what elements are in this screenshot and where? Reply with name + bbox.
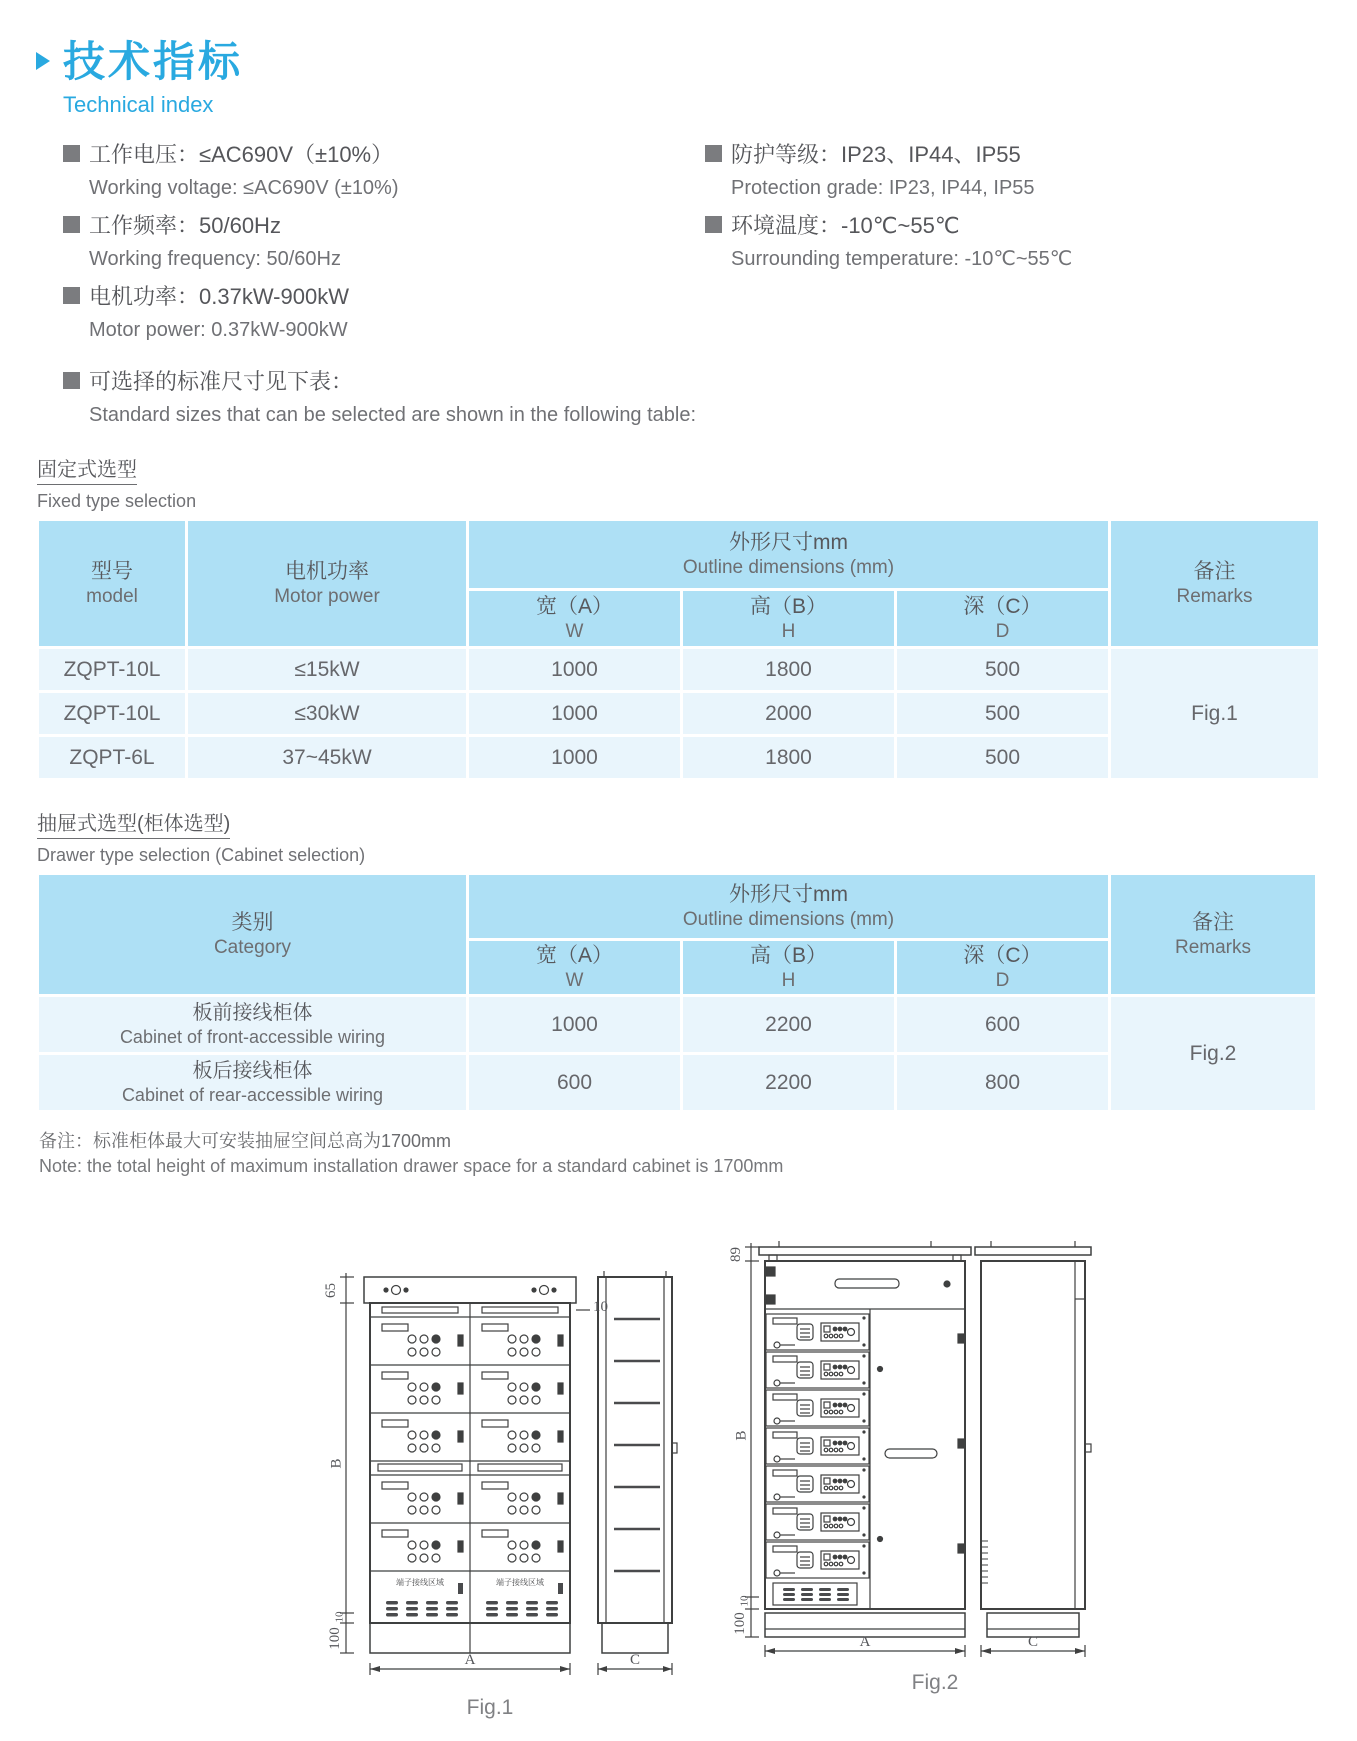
spec-cn: 电机功率：0.37kW-900kW (89, 284, 349, 309)
t2-r2-h: 2200 (683, 1055, 894, 1110)
t1-col-power (188, 521, 466, 646)
fig2-dim-C: C (1027, 1634, 1038, 1650)
t1-r3-w: 1000 (469, 737, 680, 778)
section-fixed-type (37, 453, 1310, 512)
t1-r3-power: 37~45kW (188, 737, 466, 778)
spec-protection-grade (705, 142, 1310, 200)
fig1-dim-C: C (629, 1652, 640, 1668)
t1-r3-h: 1800 (683, 737, 894, 778)
spec-cn: 环境温度：-10℃~55℃ (731, 213, 960, 238)
fig1-dim-10-top: 10 (593, 1299, 608, 1315)
t2-r2-d: 800 (897, 1055, 1108, 1110)
t1-r1-model: ZQPT-10L (39, 649, 185, 690)
section-title-cn: 抽屉式选型(柜体选型) (37, 807, 230, 839)
t1-r2-w: 1000 (469, 693, 680, 734)
spec-en: Surrounding temperature: -10℃~55℃ (731, 248, 1073, 270)
bullet-square-icon (705, 216, 722, 233)
fig1-vents (386, 1583, 563, 1617)
t1-w-en: W (565, 621, 584, 642)
t1-r3-d: 500 (897, 737, 1108, 778)
fig1-dim-10-bottom: 10 (333, 1611, 346, 1623)
fig1-caption: Fig.1 (466, 1696, 514, 1719)
fig1-side-view (598, 1271, 677, 1653)
spec-working-voltage (63, 142, 705, 200)
t2-remarks-value: Fig.2 (1111, 997, 1315, 1110)
t1-dims-cn: 外形尺寸mm (729, 531, 848, 554)
t1-r2-h: 2000 (683, 693, 894, 734)
t2-d-cn: 深（C） (963, 944, 1042, 967)
fig2-dim-89: 89 (728, 1247, 744, 1262)
t1-d-en: D (995, 621, 1010, 642)
fig1-dim-A: A (464, 1652, 476, 1668)
t2-cat-en: Category (213, 937, 292, 958)
fig1-dim-65: 65 (323, 1283, 339, 1298)
spec-en: Protection grade: IP23, IP44, IP55 (731, 177, 1035, 199)
table-row (39, 997, 1315, 1052)
spec-cn: 工作频率：50/60Hz (89, 213, 281, 238)
fig2-dim-A: A (859, 1634, 871, 1650)
t1-r1-w: 1000 (469, 649, 680, 690)
figure-2 (728, 1239, 1105, 1709)
t2-r1-category (39, 997, 466, 1052)
spec-surrounding-temperature (705, 213, 1310, 271)
t2-remarks-cn: 备注 (1192, 911, 1234, 934)
drawer-type-table (36, 872, 1318, 1113)
spec-en: Working voltage: ≤AC690V (±10%) (89, 177, 399, 199)
spec-cn: 可选择的标准尺寸见下表： (89, 369, 354, 394)
spec-list (63, 142, 1310, 355)
fig1-drawing (330, 1271, 700, 1741)
section-title-en: Drawer type selection (Cabinet selection) (37, 845, 366, 865)
t1-h-en: H (781, 621, 796, 642)
t1-model-cn: 型号 (91, 560, 133, 583)
fig1-terminal-area-label: 端子接线区域 (396, 1578, 444, 1587)
page-subtitle: Technical index (63, 92, 214, 117)
t2-w-en: W (565, 970, 584, 991)
t1-r3-model: ZQPT-6L (39, 737, 185, 778)
spec-en: Working frequency: 50/60Hz (89, 248, 341, 270)
t1-col-width (469, 591, 680, 646)
t2-r2-w: 600 (469, 1055, 680, 1110)
t2-col-remarks (1111, 875, 1315, 994)
t1-remarks-en: Remarks (1176, 586, 1253, 607)
section-drawer-type (37, 807, 1310, 866)
section-arrow-icon (36, 52, 50, 70)
table-note (39, 1129, 1310, 1179)
t2-h-en: H (781, 970, 796, 991)
t1-model-en: model (86, 586, 138, 607)
page-title-block (63, 38, 243, 118)
page-title: 技术指标 (63, 38, 244, 85)
fig2-front-view (759, 1241, 971, 1637)
t1-w-cn: 宽（A） (535, 595, 613, 618)
bullet-square-icon (63, 145, 80, 162)
figure-1 (323, 1271, 700, 1741)
section-title-en: Fixed type selection (37, 491, 197, 511)
spec-standard-sizes-intro (63, 369, 1310, 427)
t2-r2-cat-cn: 板后接线柜体 (192, 1060, 313, 1082)
t1-r2-power: ≤30kW (188, 693, 466, 734)
t1-dims-en: Outline dimensions (mm) (682, 557, 895, 578)
spec-cn: 防护等级：IP23、IP44、IP55 (731, 142, 1021, 167)
t1-power-en: Motor power (274, 586, 380, 607)
t2-col-category (39, 875, 466, 994)
spec-cn: 工作电压：≤AC690V（±10%） (89, 142, 394, 167)
t2-r1-w: 1000 (469, 997, 680, 1052)
t1-col-dims (469, 521, 1108, 588)
t2-col-dims (469, 875, 1108, 938)
t1-d-cn: 深（C） (963, 595, 1042, 618)
note-cn: 备注：标准柜体最大可安装抽屉空间总高为1700mm (39, 1131, 452, 1151)
page-header (36, 38, 1310, 118)
table-row (39, 649, 1318, 690)
t1-col-model (39, 521, 185, 646)
t1-remarks-cn: 备注 (1193, 560, 1236, 583)
bullet-square-icon (63, 372, 80, 389)
t2-dims-en: Outline dimensions (mm) (682, 909, 895, 930)
fig2-dim-100: 100 (731, 1612, 748, 1635)
t1-r1-d: 500 (897, 649, 1108, 690)
t2-col-width (469, 941, 680, 994)
t2-col-height (683, 941, 894, 994)
fig1-front-view (364, 1277, 590, 1653)
t1-col-height (683, 591, 894, 646)
t2-r1-d: 600 (897, 997, 1108, 1052)
section-title-cn: 固定式选型 (37, 453, 137, 485)
spec-motor-power (63, 284, 705, 342)
t1-col-remarks (1111, 521, 1318, 646)
t2-remarks-en: Remarks (1174, 937, 1251, 958)
t2-w-cn: 宽（A） (535, 944, 613, 967)
t2-r2-cat-en: Cabinet of rear-accessible wiring (121, 1085, 384, 1105)
spec-working-frequency (63, 213, 705, 271)
fig2-caption: Fig.2 (911, 1671, 959, 1694)
fig1-terminal-area-label: 端子接线区域 (496, 1578, 544, 1587)
figures (36, 1191, 1310, 1736)
t1-remarks-value: Fig.1 (1111, 649, 1318, 778)
t1-r2-model: ZQPT-10L (39, 693, 185, 734)
fig2-dim-B: B (733, 1430, 750, 1441)
note-en: Note: the total height of maximum installation drawer space for a standard cabinet is 1700mm (39, 1156, 784, 1176)
bullet-square-icon (63, 216, 80, 233)
t2-h-cn: 高（B） (749, 944, 827, 967)
t2-d-en: D (995, 970, 1010, 991)
t1-power-cn: 电机功率 (285, 560, 369, 583)
t2-r2-category (39, 1055, 466, 1110)
t1-r1-power: ≤15kW (188, 649, 466, 690)
t1-r2-d: 500 (897, 693, 1108, 734)
spec-en: Standard sizes that can be selected are shown in the following table: (89, 404, 697, 426)
t2-r1-cat-cn: 板前接线柜体 (192, 1002, 313, 1024)
t2-r1-cat-en: Cabinet of front-accessible wiring (119, 1027, 386, 1047)
fig1-dim-100: 100 (326, 1627, 343, 1650)
fig1-dim-B: B (328, 1458, 345, 1469)
fig2-side-view (975, 1241, 1091, 1637)
bullet-square-icon (705, 145, 722, 162)
t1-col-depth (897, 591, 1108, 646)
fig2-dim-10: 10 (738, 1595, 751, 1607)
t2-dims-cn: 外形尺寸mm (729, 883, 848, 906)
t2-r1-h: 2200 (683, 997, 894, 1052)
bullet-square-icon (63, 287, 80, 304)
t1-h-cn: 高（B） (749, 595, 827, 618)
t2-col-depth (897, 941, 1108, 994)
t1-r1-h: 1800 (683, 649, 894, 690)
t2-cat-cn: 类别 (231, 911, 274, 934)
fixed-type-table (36, 518, 1321, 781)
spec-en: Motor power: 0.37kW-900kW (89, 319, 348, 341)
